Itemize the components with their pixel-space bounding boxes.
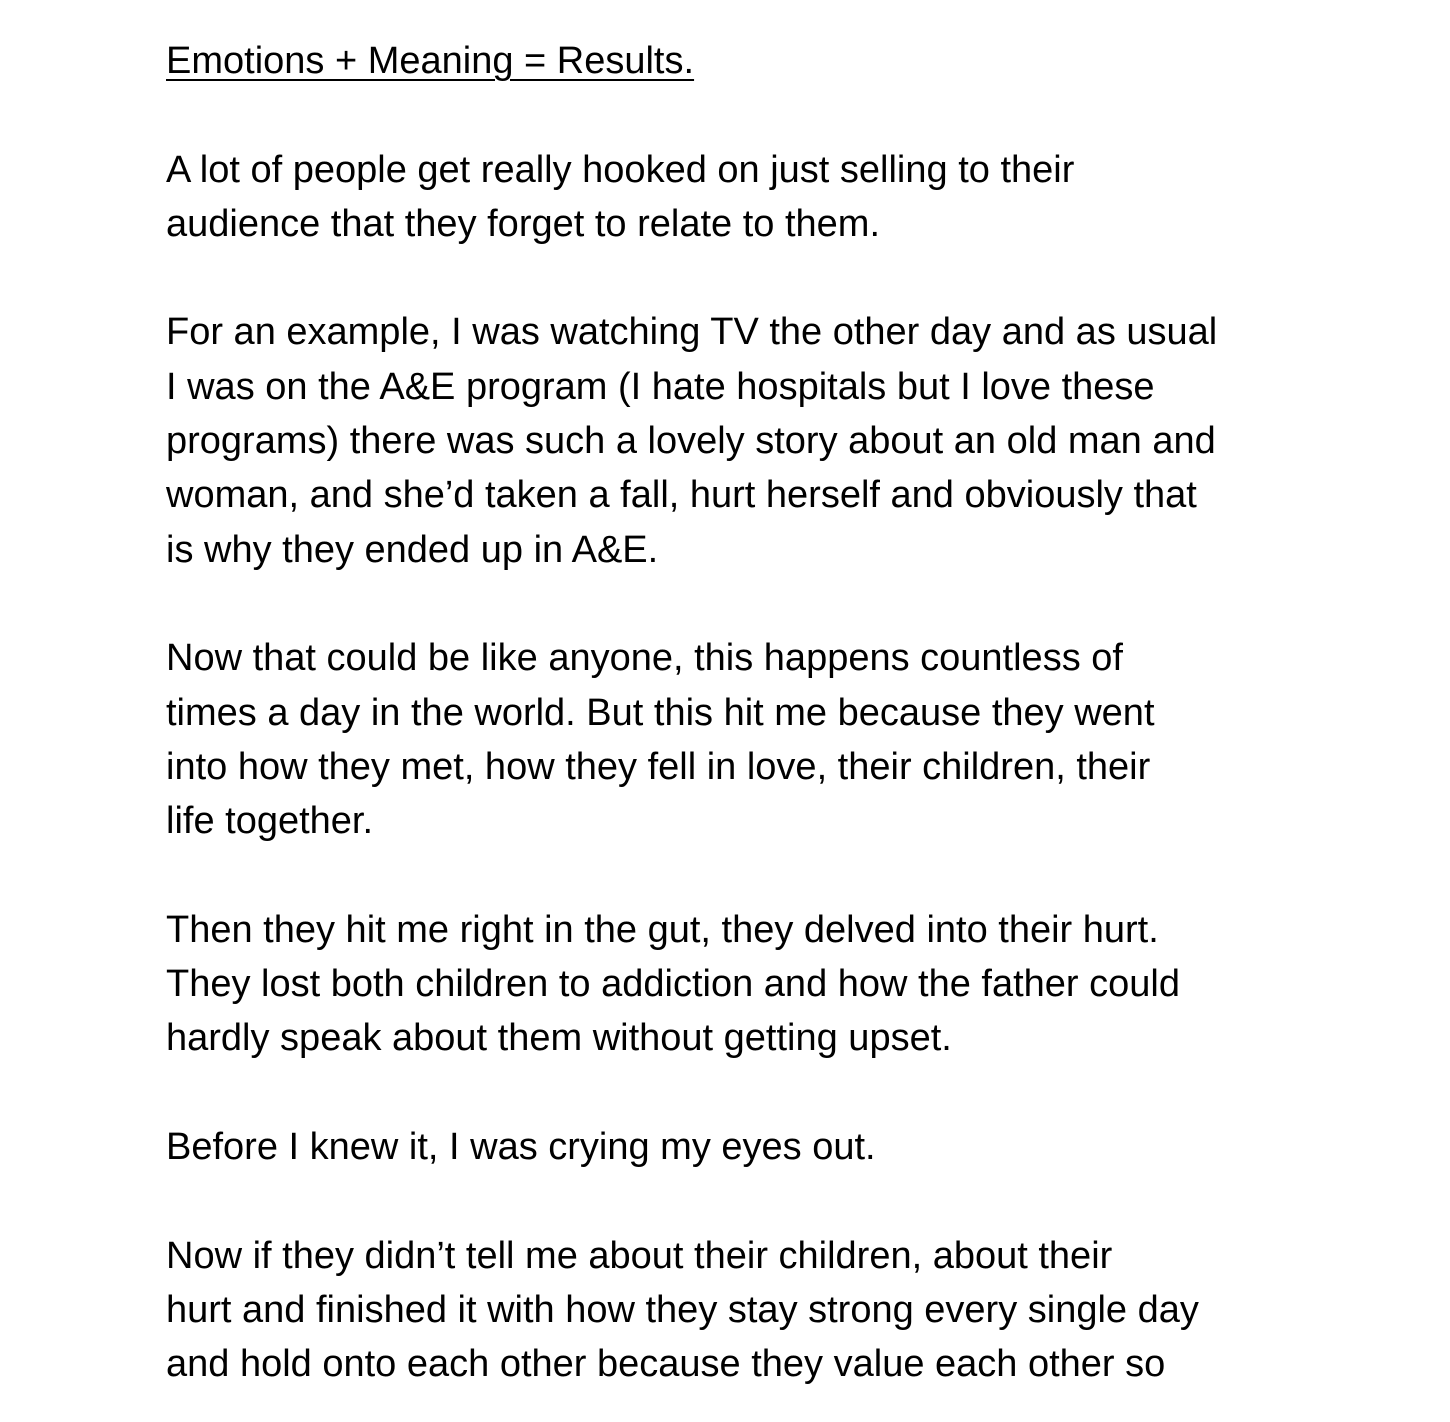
paragraph-line: hurt and finished it with how they stay strong every single day [166, 1288, 1199, 1331]
paragraph-line: times a day in the world. But this hit me because they went [166, 691, 1155, 734]
paragraph-line: I was on the A&E program (I hate hospitals but I love these [166, 365, 1155, 408]
paragraph-line: A lot of people get really hooked on just selling to their [166, 148, 1075, 191]
paragraph-line: They lost both children to addiction and how the father could [166, 963, 1180, 1006]
paragraph-line: Now that could be like anyone, this happens countless of [166, 637, 1123, 680]
paragraph [166, 903, 1296, 1066]
paragraph [166, 143, 1296, 252]
paragraph-line: audience that they forget to relate to them. [166, 202, 881, 245]
paragraph-line: life together. [166, 800, 374, 843]
paragraph-line: programs) there was such a lovely story about an old man and [166, 420, 1216, 463]
paragraph-line: and hold onto each other because they value each other so [166, 1343, 1166, 1386]
paragraph [166, 1229, 1296, 1392]
paragraph [166, 631, 1296, 848]
paragraph [166, 1120, 1296, 1174]
paragraph-line: hardly speak about them without getting upset. [166, 1017, 952, 1060]
paragraph-line: woman, and she’d taken a fall, hurt herself and obviously that [166, 474, 1197, 517]
paragraph-line: Before I knew it, I was crying my eyes out. [166, 1125, 876, 1168]
paragraph-line: For an example, I was watching TV the other day and as usual [166, 311, 1218, 354]
paragraph-line: is why they ended up in A&E. [166, 528, 659, 571]
paragraph-list [166, 143, 1296, 1392]
paragraph-line: into how they met, how they fell in love, their children, their [166, 745, 1151, 788]
document-body [166, 34, 1296, 1422]
paragraph-line: Now if they didn’t tell me about their children, about their [166, 1234, 1113, 1277]
paragraph [166, 305, 1296, 576]
paragraph-line: Then they hit me right in the gut, they delved into their hurt. [166, 908, 1159, 951]
document-title: Emotions + Meaning = Results. [166, 40, 695, 82]
